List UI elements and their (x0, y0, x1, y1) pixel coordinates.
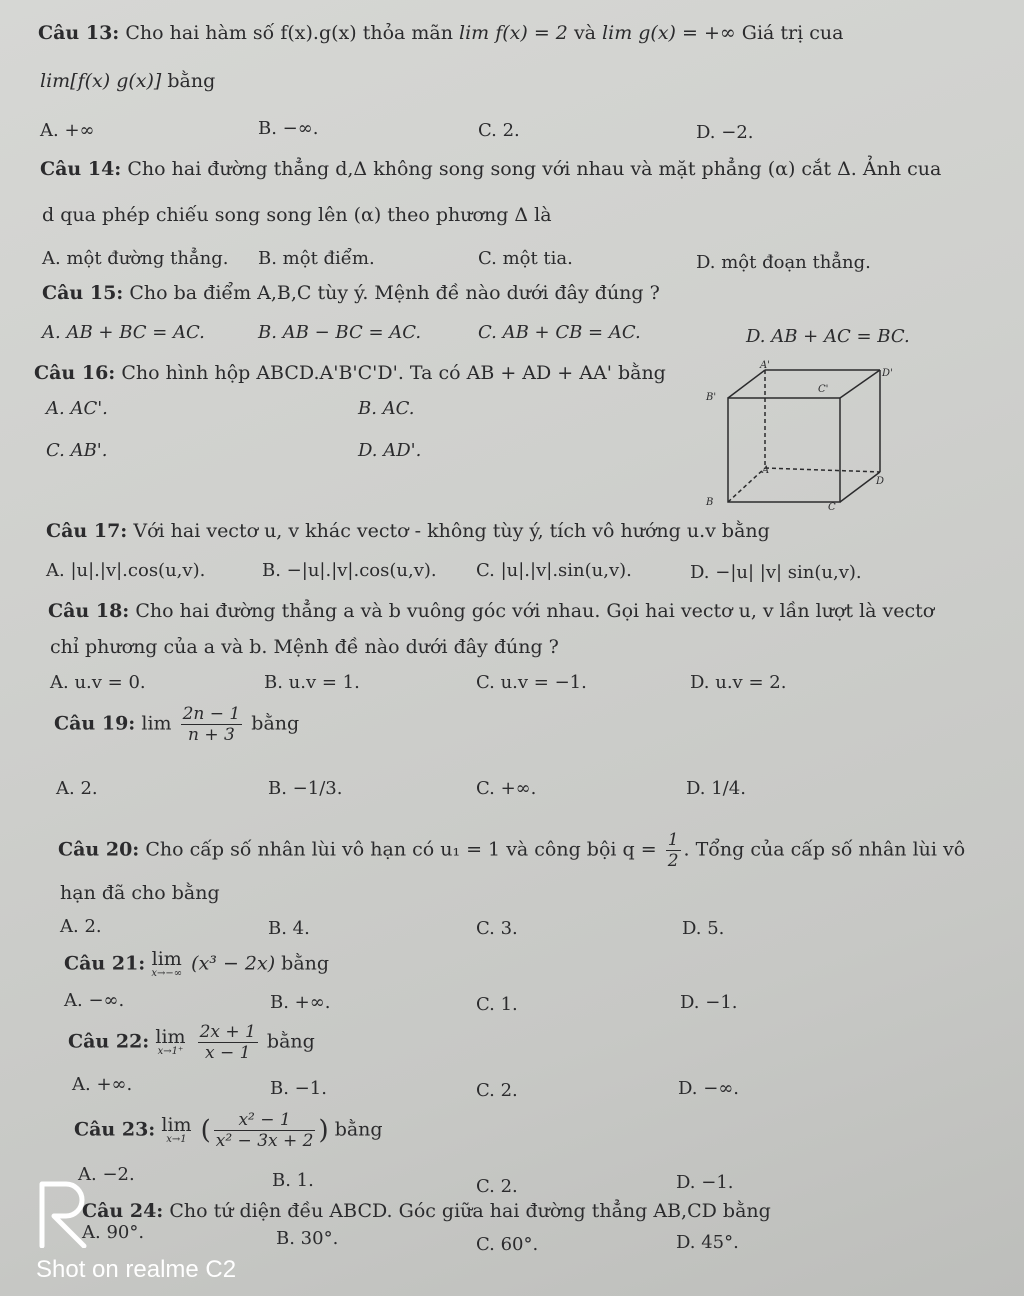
q22-option-d: D. −∞. (678, 1078, 740, 1099)
q23-limit (161, 1116, 191, 1145)
q16-number: Câu 16: (34, 362, 116, 384)
q17-option-a: A. |u|.|v|.cos(u,v). (46, 560, 206, 581)
q21-limit (151, 950, 182, 979)
q20-text: Cho cấp số nhân lùi vô hạn có u₁ = 1 và công bội q = (145, 838, 657, 861)
q19-tail: bằng (251, 712, 300, 735)
q24-option-c: C. 60°. (476, 1234, 539, 1255)
q22-option-b: B. −1. (270, 1078, 327, 1099)
q18-line2: chỉ phương của a và b. Mệnh đề nào dưới đây đúng ? (50, 636, 559, 658)
q16-line1 (34, 362, 666, 384)
q13-option-b: B. −∞. (258, 118, 319, 139)
q13-number: Câu 13: (38, 22, 120, 44)
q14-option-a: A. một đường thẳng. (42, 248, 229, 269)
q23-option-a: A. −2. (78, 1164, 135, 1185)
q21-line1 (64, 950, 329, 979)
q16-option-b: B. AC. (358, 398, 415, 419)
q17-number: Câu 17: (46, 520, 128, 542)
q23-lim-word: lim (161, 1114, 192, 1136)
watermark-text: Shot on realme C2 (36, 1256, 237, 1283)
q13-and: và (573, 22, 596, 44)
q13-text: Cho hai hàm số f(x).g(x) thỏa mãn (125, 22, 453, 44)
q13-option-a: A. +∞ (40, 120, 95, 141)
cube-hidden-edge (765, 468, 880, 472)
q21-option-c: C. 1. (476, 994, 518, 1015)
q19-option-b: B. −1/3. (268, 778, 343, 799)
q13-line2-tail: bằng (167, 70, 216, 92)
q18-number: Câu 18: (48, 600, 130, 622)
q15-option-a: A. AB + BC = AC. (42, 322, 205, 343)
q20-line1 (58, 830, 965, 871)
q22-tail: bằng (266, 1030, 315, 1053)
q21-number: Câu 21: (64, 952, 146, 975)
q18-option-c: C. u.v = −1. (476, 672, 587, 693)
q19-option-d: D. 1/4. (686, 778, 746, 799)
q13-line2-lim: lim[f(x) g(x)] (40, 70, 162, 92)
cube-edge (840, 472, 880, 502)
q19-lim: lim (141, 712, 172, 735)
realme-logo-icon (36, 1178, 92, 1248)
q13-option-c: C. 2. (478, 120, 520, 141)
q14-option-b: B. một điểm. (258, 248, 375, 269)
cube-hidden-edge (728, 468, 765, 502)
q21-option-d: D. −1. (680, 992, 738, 1013)
q13-option-d: D. −2. (696, 122, 754, 143)
q23-lim-subscript: x→1 (166, 1134, 187, 1145)
q21-lim-subscript: x→−∞ (151, 968, 183, 979)
q23-line1: Câu 23: lim x→1 ( $\frac{\text{x² − 1}}{\text{x² − 3x + 2}}$ ) bằng (74, 1110, 383, 1151)
q20-ratio-denominator: 2 (667, 851, 679, 871)
q21-tail: bằng (281, 952, 330, 975)
q22-lim-subscript: x→1⁺ (157, 1046, 184, 1057)
q24-text: Cho tứ diện đều ABCD. Góc giữa hai đường thẳng AB,CD bằng (169, 1200, 771, 1222)
q14-option-c: C. một tia. (478, 248, 573, 269)
cube-label-c: C (828, 502, 836, 510)
q13-line2 (40, 70, 215, 92)
q21-option-b: B. +∞. (270, 992, 331, 1013)
q15-option-c: C. AB + CB = AC. (478, 322, 641, 343)
q20-option-d: D. 5. (682, 918, 725, 939)
cube-label-c-prime: C' (818, 384, 829, 395)
cube-label-b-prime: B' (706, 392, 717, 403)
q21-option-a: A. −∞. (64, 990, 125, 1011)
cube-label-d-prime: D' (882, 368, 893, 379)
q21-expression: (x³ − 2x) (191, 952, 276, 975)
q22-frac-numerator: 2x + 1 (199, 1022, 256, 1042)
q24-option-a: A. 90°. (82, 1222, 145, 1243)
q14-number: Câu 14: (40, 158, 122, 180)
q24-option-b: B. 30°. (276, 1228, 339, 1249)
q19-line1 (54, 704, 299, 745)
q18-option-d: D. u.v = 2. (690, 672, 787, 693)
q17-option-d: D. −|u| |v| sin(u,v). (690, 562, 862, 583)
q17-option-c: C. |u|.|v|.sin(u,v). (476, 560, 632, 581)
q23-option-b: B. 1. (272, 1170, 314, 1191)
q18-option-a: A. u.v = 0. (50, 672, 146, 693)
cube-label-a: A (762, 465, 770, 476)
q17-option-b: B. −|u|.|v|.cos(u,v). (262, 560, 437, 581)
q23-option-d: D. −1. (676, 1172, 734, 1193)
q19-fraction (181, 704, 243, 745)
q20-ratio-numerator: 1 (667, 830, 679, 850)
q20-line2: hạn đã cho bằng (60, 882, 220, 904)
q20-option-b: B. 4. (268, 918, 310, 939)
q22-line1 (68, 1022, 315, 1063)
q24-option-d: D. 45°. (676, 1232, 739, 1253)
q16-text: Cho hình hộp ABCD.A'B'C'D'. Ta có AB + AD + AA' bằng (121, 362, 666, 384)
q21-lim-word: lim (151, 948, 182, 970)
q22-limit (155, 1028, 185, 1057)
q23-frac-numerator: x² − 1 (214, 1110, 316, 1131)
q24-number: Câu 24: (82, 1200, 164, 1222)
q22-number: Câu 22: (68, 1030, 150, 1053)
q15-line1 (42, 282, 660, 304)
q19-option-c: C. +∞. (476, 778, 537, 799)
q19-frac-denominator: n + 3 (188, 725, 235, 745)
q13-lim1: lim f(x) = 2 (459, 22, 568, 44)
q16-option-d: D. AD'. (358, 440, 422, 461)
q14-text: Cho hai đường thẳng d,Δ không song song với nhau và mặt phẳng (α) cắt Δ. Ảnh cua (127, 158, 942, 180)
q19-option-a: A. 2. (56, 778, 98, 799)
q18-text: Cho hai đường thẳng a và b vuông góc với nhau. Gọi hai vectơ u, v lần lượt là vectơ (135, 600, 935, 622)
q18-option-b: B. u.v = 1. (264, 672, 360, 693)
q15-number: Câu 15: (42, 282, 124, 304)
q22-fraction (198, 1022, 258, 1063)
q15-option-d: D. AB + AC = BC. (746, 326, 910, 347)
q13-line1 (38, 22, 843, 44)
q16-option-c: C. AB'. (46, 440, 108, 461)
q16-option-a: A. AC'. (46, 398, 108, 419)
q13-tail: Giá trị cua (741, 22, 844, 44)
q14-option-d: D. một đoạn thẳng. (696, 252, 871, 273)
q20-text-tail: . Tổng của cấp số nhân lùi vô (683, 838, 966, 861)
q15-text: Cho ba điểm A,B,C tùy ý. Mệnh đề nào dưới đây đúng ? (129, 282, 660, 304)
q20-number: Câu 20: (58, 838, 140, 861)
q14-line2: d qua phép chiếu song song lên (α) theo phương Δ là (42, 204, 552, 226)
q23-number: Câu 23: (74, 1118, 156, 1141)
q22-frac-denominator: x − 1 (205, 1043, 251, 1063)
q17-text: Với hai vectơ u, v khác vectơ - không tùy ý, tích vô hướng u.v bằng (133, 520, 770, 542)
q15-option-b: B. AB − BC = AC. (258, 322, 422, 343)
cube-label-b: B (706, 497, 714, 508)
q24-line1 (82, 1200, 771, 1222)
q19-number: Câu 19: (54, 712, 136, 735)
q22-option-a: A. +∞. (72, 1074, 133, 1095)
cube-label-a-prime: A' (760, 360, 770, 371)
q19-frac-numerator: 2n − 1 (182, 704, 241, 724)
q17-line1 (46, 520, 770, 542)
q22-option-c: C. 2. (476, 1080, 518, 1101)
q23-fraction (214, 1110, 316, 1151)
parallelepiped-figure (700, 360, 900, 510)
cube-edge (840, 370, 880, 398)
q13-lim2: lim g(x) = +∞ (602, 22, 736, 44)
q23-frac-denominator: x² − 3x + 2 (215, 1131, 314, 1151)
q22-lim-word: lim (155, 1026, 186, 1048)
q20-ratio-fraction (666, 830, 681, 871)
q23-option-c: C. 2. (476, 1176, 518, 1197)
q20-option-a: A. 2. (60, 916, 102, 937)
q18-line1 (48, 600, 934, 622)
cube-edge (728, 370, 765, 398)
cube-label-d: D (876, 476, 885, 487)
q20-option-c: C. 3. (476, 918, 518, 939)
q23-tail: bằng (334, 1118, 383, 1141)
q14-line1 (40, 158, 941, 180)
